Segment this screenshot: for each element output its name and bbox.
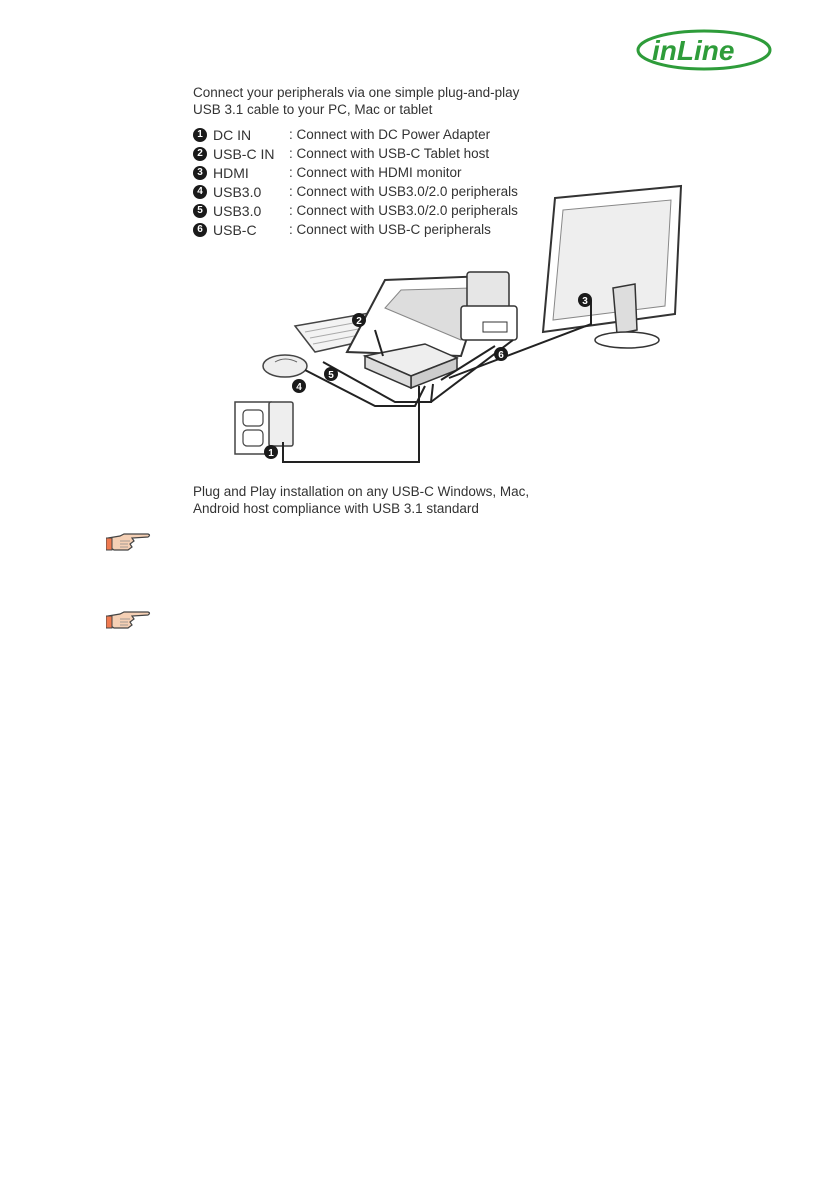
intro-line-1: Connect your peripherals via one simple plug-and-play: [193, 85, 520, 100]
compatibility-text: [193, 483, 529, 517]
svg-text:2: 2: [356, 316, 362, 327]
hard-drive-dock-icon: [461, 272, 517, 340]
wall-outlet-icon: [235, 402, 293, 454]
port-description: : Connect with DC Power Adapter: [289, 127, 491, 142]
svg-text:6: 6: [498, 350, 504, 361]
port-description: : Connect with USB3.0/2.0 peripherals: [289, 203, 518, 218]
number-badge: 6: [193, 223, 207, 237]
svg-text:4: 4: [296, 382, 302, 393]
outro-line-1: Plug and Play installation on any USB-C Windows, Mac,: [193, 484, 530, 499]
port-name: DC IN: [213, 126, 252, 143]
number-badge: 1: [193, 128, 207, 142]
port-description: : Connect with USB3.0/2.0 peripherals: [289, 184, 518, 199]
svg-text:1: 1: [268, 448, 274, 459]
number-badge: 4: [193, 185, 207, 199]
intro-text: [193, 84, 519, 118]
port-name: USB-C IN: [213, 145, 275, 162]
svg-text:3: 3: [582, 296, 588, 307]
intro-line-2: USB 3.1 cable to your PC, Mac or tablet: [193, 102, 433, 117]
port-row: [193, 144, 518, 163]
pointing-hand-icon: [106, 608, 152, 632]
inline-logo: [636, 28, 776, 72]
number-badge: 3: [193, 166, 207, 180]
number-badge: 2: [193, 147, 207, 161]
port-name: USB-C: [213, 221, 257, 238]
port-description: : Connect with USB-C Tablet host: [289, 146, 490, 161]
logo-text: inLine: [652, 35, 735, 66]
port-name: USB3.0: [213, 202, 262, 219]
number-badge: 5: [193, 204, 207, 218]
pointing-hand-icon: [106, 530, 152, 554]
outro-line-2: Android host compliance with USB 3.1 standard: [193, 501, 479, 516]
port-row: [193, 125, 518, 144]
mouse-icon: [263, 355, 307, 377]
connection-diagram: [225, 180, 695, 470]
svg-text:5: 5: [328, 370, 334, 381]
port-description: : Connect with USB-C peripherals: [289, 222, 491, 237]
port-name: HDMI: [213, 164, 249, 181]
port-description: : Connect with HDMI monitor: [289, 165, 462, 180]
port-name: USB3.0: [213, 183, 262, 200]
monitor-icon: [543, 186, 681, 348]
